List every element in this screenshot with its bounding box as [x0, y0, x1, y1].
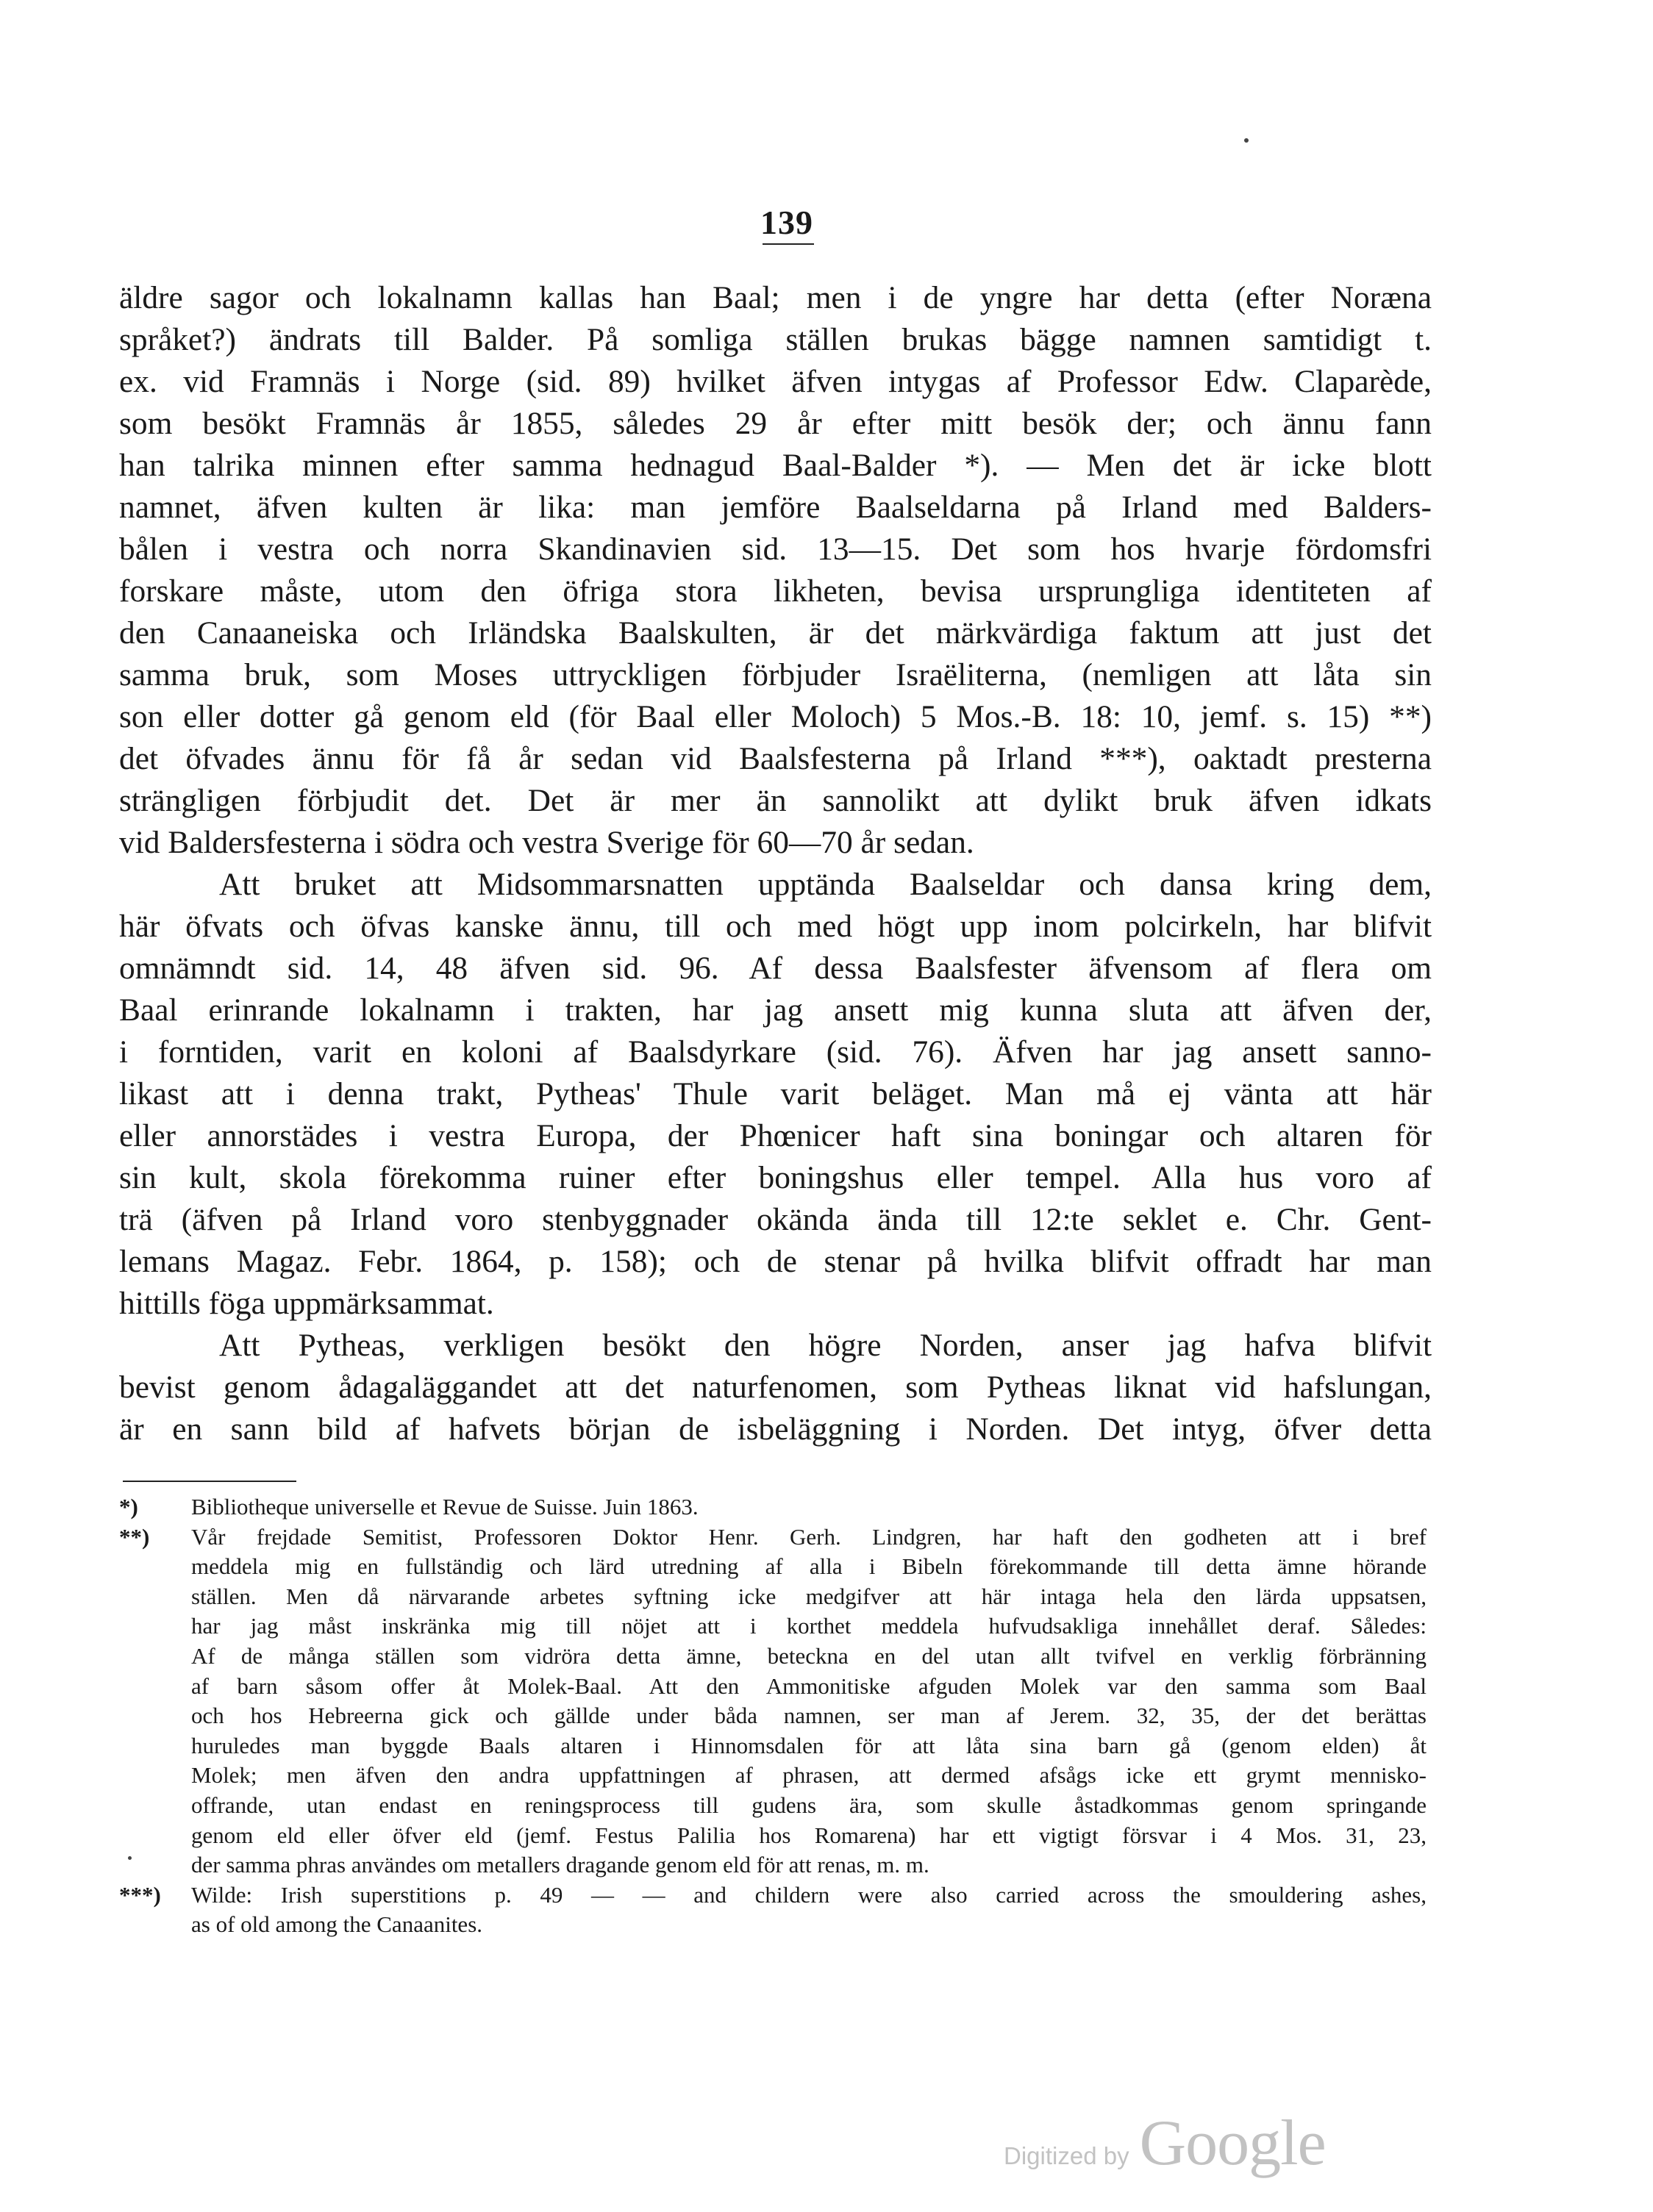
body-line: trä (äfven på Irland voro stenbyggnader okända ända till 12:te seklet e. Chr. Gent-	[119, 1202, 1432, 1237]
footnote-line: Molek; men äfven den andra uppfattningen af phrasen, att dermed afsågs icke ett grymt mennisko-	[191, 1762, 1427, 1789]
footnote-line	[119, 1522, 1427, 1553]
footnote-line: offrande, utan endast en reningsprocess till gudens ära, som skulle åstadkommas genom springande	[191, 1792, 1427, 1818]
body-line: eller annorstädes i vestra Europa, der Phœnicer haft sina boningar och altaren för	[119, 1118, 1432, 1153]
footnote-line: genom eld eller öfver eld (jemf. Festus Palilia hos Romarena) har ett vigtigt försvar i 4 Mos. 31, 23,	[191, 1822, 1427, 1848]
google-logo: Google	[1139, 2108, 1326, 2179]
footnote-line	[119, 1492, 1427, 1522]
body-line: är en sann bild af hafvets början de isbeläggning i Norden. Det intyg, öfver detta	[119, 1411, 1432, 1447]
footnote-text: Wilde: Irish superstitions p. 49 — — and childern were also carried across the smouldering ashes,	[191, 1881, 1427, 1908]
footnote-marker: ***)	[119, 1881, 161, 1908]
footnote-2	[119, 1522, 1427, 1880]
body-line: sin kult, skola förekomma ruiner efter boningshus eller tempel. Alla hus voro af	[119, 1160, 1432, 1195]
page-number-underline	[763, 243, 814, 245]
footnotes	[119, 1492, 1427, 1940]
ink-speck	[1244, 138, 1249, 143]
footnote-line: der samma phras användes om metallers dragande genom eld för att renas, m. m.	[191, 1852, 929, 1878]
body-line: han talrika minnen efter samma hednagud Baal-Balder *). — Men det är icke blott	[119, 448, 1432, 483]
footnote-separator	[123, 1481, 296, 1482]
body-text	[119, 277, 1432, 1450]
body-line: son eller dotter gå genom eld (för Baal eller Moloch) 5 Mos.-B. 18: 10, jemf. s. 15) **)	[119, 699, 1432, 734]
body-line: Att bruket att Midsommarsnatten upptända Baalseldar och dansa kring dem,	[219, 867, 1432, 902]
body-line: likast att i denna trakt, Pytheas' Thule varit beläget. Man må ej vänta att här	[119, 1076, 1432, 1112]
footnote-line: ställen. Men då närvarande arbetes syftning icke medgifver att här intaga hela den lärda uppsatsen,	[191, 1583, 1427, 1609]
watermark-caption: Digitized by	[1004, 2142, 1129, 2169]
body-line: ex. vid Framnäs i Norge (sid. 89) hvilket äfven intygas af Professor Edw. Claparède,	[119, 364, 1432, 399]
footnote-marker: **)	[119, 1523, 150, 1550]
body-line: bålen i vestra och norra Skandinavien sid. 13—15. Det som hos hvarje fördomsfri	[119, 531, 1432, 567]
page-number: 139	[760, 204, 813, 241]
body-line: lemans Magaz. Febr. 1864, p. 158); och de stenar på hvilka blifvit offradt har man	[119, 1244, 1432, 1279]
body-line: som besökt Framnäs år 1855, således 29 år efter mitt besök der; och ännu fann	[119, 406, 1432, 441]
footnote-text: Vår frejdade Semitist, Professoren Doktor Henr. Gerh. Lindgren, har haft den godheten att i bref	[191, 1523, 1427, 1550]
body-line: i forntiden, varit en koloni af Baalsdyrkare (sid. 76). Äfven har jag ansett sanno-	[119, 1034, 1432, 1070]
footnote-line: har jag måst inskränka mig till nöjet att i korthet meddela hufvudsakliga innehållet deraf. Således:	[191, 1613, 1427, 1639]
body-line: bevist genom ådagaläggandet att det naturfenomen, som Pytheas liknat vid hafslungan,	[119, 1370, 1432, 1405]
body-line: samma bruk, som Moses uttryckligen förbjuder Israëliterna, (nemligen att låta sin	[119, 657, 1432, 692]
body-line: forskare måste, utom den öfriga stora likheten, bevisa ursprungliga identiteten af	[119, 573, 1432, 609]
footnote-line: huruledes man byggde Baals altaren i Hinnomsdalen för att låta sina barn gå (genom elden) åt	[191, 1732, 1427, 1758]
body-line: namnet, äfven kulten är lika: man jemföre Baalseldarna på Irland med Balders-	[119, 490, 1432, 525]
body-line: strängligen förbjudit det. Det är mer än sannolikt att dylikt bruk äfven idkats	[119, 783, 1432, 818]
footnote-line: af barn såsom offer åt Molek-Baal. Att den Ammonitiske afguden Molek var den samma som Baal	[191, 1672, 1427, 1699]
body-line: Baal erinrande lokalnamn i trakten, har jag ansett mig kunna sluta att äfven der,	[119, 992, 1432, 1028]
footnote-line: och hos Hebreerna gick och gällde under båda namnen, ser man af Jerem. 32, 35, der det berättas	[191, 1703, 1427, 1729]
footnote-line: meddela mig en fullständig och lärd utredning af alla i Bibeln förekommande till detta ämne hörande	[191, 1553, 1427, 1580]
footnote-marker: *)	[119, 1494, 138, 1520]
footnote-line	[119, 1880, 1427, 1911]
body-line: Att Pytheas, verkligen besökt den högre Norden, anser jag hafva blifvit	[219, 1328, 1432, 1363]
footnote-text: Bibliotheque universelle et Revue de Suisse. Juin 1863.	[191, 1494, 699, 1520]
digitized-watermark	[1004, 2106, 1326, 2180]
body-line: här öfvats och öfvas kanske ännu, till och med högt upp inom polcirkeln, har blifvit	[119, 909, 1432, 944]
body-line: äldre sagor och lokalnamn kallas han Baal; men i de yngre har detta (efter Noræna	[119, 280, 1432, 315]
footnote-3	[119, 1880, 1427, 1940]
body-line: språket?) ändrats till Balder. På somliga ställen brukas bägge namnen samtidigt t.	[119, 322, 1432, 357]
body-line: den Canaaneiska och Irländska Baalskulten, är det märkvärdiga faktum att just det	[119, 615, 1432, 651]
ink-speck	[128, 1856, 132, 1860]
footnote-line: Af de många ställen som vidröra detta ämne, betecknа en del utan allt tvifvel en verklig förbränning	[191, 1642, 1427, 1669]
footnote-line: as of old among the Canaanites.	[191, 1911, 483, 1938]
body-line: vid Baldersfesterna i södra och vestra Sverige för 60—70 år sedan.	[119, 825, 974, 860]
footnote-1	[119, 1492, 1427, 1522]
body-line: det öfvades ännu för få år sedan vid Baalsfesterna på Irland ***), oaktadt presterna	[119, 741, 1432, 776]
body-line: omnämndt sid. 14, 48 äfven sid. 96. Af dessa Baalsfester äfvensom af flera om	[119, 951, 1432, 986]
body-line: hittills föga uppmärksammat.	[119, 1286, 494, 1321]
